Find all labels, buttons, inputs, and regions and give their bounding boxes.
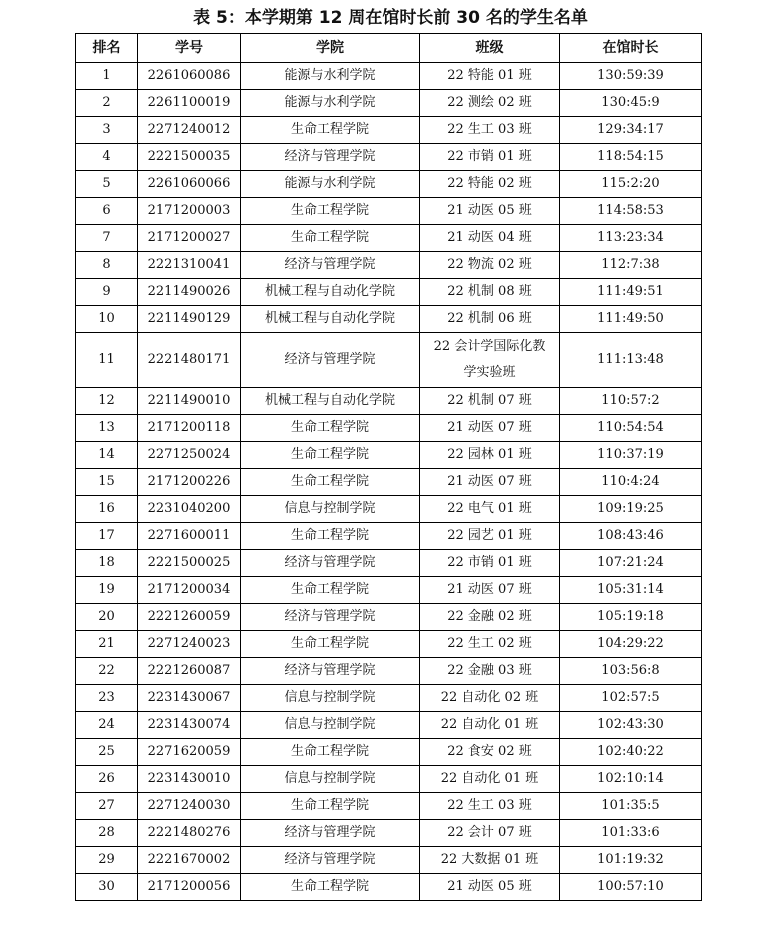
- college-cell: 生命工程学院: [241, 874, 420, 901]
- rank-cell: 26: [76, 766, 138, 793]
- class-cell: 22 机制 08 班: [420, 279, 560, 306]
- rank-cell: 10: [76, 306, 138, 333]
- student-id-cell: 2171200034: [138, 577, 241, 604]
- student-ranking-table: [75, 33, 702, 901]
- class-cell: 22 园艺 01 班: [420, 523, 560, 550]
- class-cell: 21 动医 07 班: [420, 469, 560, 496]
- hours-cell: 103:56:8: [560, 658, 702, 685]
- header-college: 学院: [241, 34, 420, 63]
- header-student-id: 学号: [138, 34, 241, 63]
- table-row: [76, 604, 702, 631]
- hours-cell: 101:19:32: [560, 847, 702, 874]
- hours-cell: 110:54:54: [560, 415, 702, 442]
- student-id-cell: 2231430010: [138, 766, 241, 793]
- student-id-cell: 2271240012: [138, 117, 241, 144]
- rank-cell: 11: [76, 333, 138, 388]
- college-cell: 生命工程学院: [241, 523, 420, 550]
- hours-cell: 110:4:24: [560, 469, 702, 496]
- rank-cell: 16: [76, 496, 138, 523]
- college-cell: 生命工程学院: [241, 577, 420, 604]
- student-id-cell: 2231040200: [138, 496, 241, 523]
- hours-cell: 111:49:50: [560, 306, 702, 333]
- student-id-cell: 2261100019: [138, 90, 241, 117]
- college-cell: 信息与控制学院: [241, 685, 420, 712]
- college-cell: 机械工程与自动化学院: [241, 279, 420, 306]
- rank-cell: 9: [76, 279, 138, 306]
- class-cell: 22 电气 01 班: [420, 496, 560, 523]
- college-cell: 信息与控制学院: [241, 766, 420, 793]
- rank-cell: 24: [76, 712, 138, 739]
- student-id-cell: 2211490026: [138, 279, 241, 306]
- table-row: [76, 496, 702, 523]
- student-id-cell: 2171200056: [138, 874, 241, 901]
- hours-cell: 129:34:17: [560, 117, 702, 144]
- class-cell: [420, 333, 560, 388]
- table-row: [76, 442, 702, 469]
- table-row: [76, 577, 702, 604]
- student-id-cell: 2211490010: [138, 388, 241, 415]
- hours-cell: 101:35:5: [560, 793, 702, 820]
- student-id-cell: 2271240023: [138, 631, 241, 658]
- rank-cell: 30: [76, 874, 138, 901]
- class-cell: 22 大数据 01 班: [420, 847, 560, 874]
- header-row: [76, 34, 702, 63]
- table-row: [76, 469, 702, 496]
- rank-cell: 22: [76, 658, 138, 685]
- college-cell: 生命工程学院: [241, 198, 420, 225]
- student-id-cell: 2271250024: [138, 442, 241, 469]
- table-body: [76, 63, 702, 901]
- college-cell: 经济与管理学院: [241, 604, 420, 631]
- college-cell: 能源与水利学院: [241, 171, 420, 198]
- header-class: 班级: [420, 34, 560, 63]
- hours-cell: 102:43:30: [560, 712, 702, 739]
- class-cell: 22 金融 02 班: [420, 604, 560, 631]
- college-cell: 机械工程与自动化学院: [241, 306, 420, 333]
- table-row: [76, 631, 702, 658]
- college-cell: 生命工程学院: [241, 631, 420, 658]
- header-rank: 排名: [76, 34, 138, 63]
- hours-cell: 108:43:46: [560, 523, 702, 550]
- table-row: [76, 252, 702, 279]
- student-id-cell: 2261060086: [138, 63, 241, 90]
- class-cell: 21 动医 07 班: [420, 415, 560, 442]
- header-hours: 在馆时长: [560, 34, 702, 63]
- rank-cell: 12: [76, 388, 138, 415]
- hours-cell: 118:54:15: [560, 144, 702, 171]
- student-id-cell: 2171200118: [138, 415, 241, 442]
- hours-cell: 111:13:48: [560, 333, 702, 388]
- table-row: [76, 63, 702, 90]
- rank-cell: 4: [76, 144, 138, 171]
- rank-cell: 5: [76, 171, 138, 198]
- class-cell: 22 自动化 02 班: [420, 685, 560, 712]
- rank-cell: 25: [76, 739, 138, 766]
- class-cell: 22 自动化 01 班: [420, 766, 560, 793]
- rank-cell: 8: [76, 252, 138, 279]
- rank-cell: 23: [76, 685, 138, 712]
- student-id-cell: 2271240030: [138, 793, 241, 820]
- class-cell: 21 动医 05 班: [420, 874, 560, 901]
- hours-cell: 105:19:18: [560, 604, 702, 631]
- rank-cell: 28: [76, 820, 138, 847]
- student-id-cell: 2171200226: [138, 469, 241, 496]
- table-row: [76, 225, 702, 252]
- college-cell: 生命工程学院: [241, 415, 420, 442]
- rank-cell: 15: [76, 469, 138, 496]
- hours-cell: 130:59:39: [560, 63, 702, 90]
- college-cell: 经济与管理学院: [241, 144, 420, 171]
- student-id-cell: 2211490129: [138, 306, 241, 333]
- table-row: [76, 198, 702, 225]
- table-row: [76, 739, 702, 766]
- rank-cell: 29: [76, 847, 138, 874]
- college-cell: 机械工程与自动化学院: [241, 388, 420, 415]
- college-cell: 生命工程学院: [241, 739, 420, 766]
- hours-cell: 113:23:34: [560, 225, 702, 252]
- table-row: [76, 144, 702, 171]
- table-row: [76, 333, 702, 388]
- college-cell: 生命工程学院: [241, 469, 420, 496]
- rank-cell: 13: [76, 415, 138, 442]
- rank-cell: 3: [76, 117, 138, 144]
- student-id-cell: 2221670002: [138, 847, 241, 874]
- rank-cell: 2: [76, 90, 138, 117]
- table-row: [76, 550, 702, 577]
- table-row: [76, 415, 702, 442]
- hours-cell: 109:19:25: [560, 496, 702, 523]
- table-row: [76, 90, 702, 117]
- hours-cell: 110:37:19: [560, 442, 702, 469]
- hours-cell: 101:33:6: [560, 820, 702, 847]
- rank-cell: 20: [76, 604, 138, 631]
- class-cell: 22 生工 03 班: [420, 793, 560, 820]
- class-cell: 22 生工 02 班: [420, 631, 560, 658]
- college-cell: 生命工程学院: [241, 793, 420, 820]
- table-row: [76, 712, 702, 739]
- hours-cell: 111:49:51: [560, 279, 702, 306]
- student-id-cell: 2221500035: [138, 144, 241, 171]
- student-id-cell: 2221310041: [138, 252, 241, 279]
- class-cell: 22 机制 07 班: [420, 388, 560, 415]
- class-cell: 22 市销 01 班: [420, 550, 560, 577]
- college-cell: 经济与管理学院: [241, 333, 420, 388]
- college-cell: 信息与控制学院: [241, 496, 420, 523]
- student-id-cell: 2221500025: [138, 550, 241, 577]
- hours-cell: 130:45:9: [560, 90, 702, 117]
- table-row: [76, 847, 702, 874]
- rank-cell: 17: [76, 523, 138, 550]
- student-id-cell: 2221260059: [138, 604, 241, 631]
- class-cell: 21 动医 05 班: [420, 198, 560, 225]
- college-cell: 经济与管理学院: [241, 658, 420, 685]
- table-row: [76, 388, 702, 415]
- class-cell: 21 动医 04 班: [420, 225, 560, 252]
- class-cell: 22 会计 07 班: [420, 820, 560, 847]
- college-cell: 信息与控制学院: [241, 712, 420, 739]
- class-cell: 22 园林 01 班: [420, 442, 560, 469]
- class-cell: 22 物流 02 班: [420, 252, 560, 279]
- college-cell: 能源与水利学院: [241, 90, 420, 117]
- hours-cell: 107:21:24: [560, 550, 702, 577]
- student-id-cell: 2271620059: [138, 739, 241, 766]
- student-id-cell: 2261060066: [138, 171, 241, 198]
- hours-cell: 115:2:20: [560, 171, 702, 198]
- student-id-cell: 2271600011: [138, 523, 241, 550]
- rank-cell: 19: [76, 577, 138, 604]
- class-cell: 22 测绘 02 班: [420, 90, 560, 117]
- rank-cell: 27: [76, 793, 138, 820]
- table-row: [76, 685, 702, 712]
- hours-cell: 112:7:38: [560, 252, 702, 279]
- student-id-cell: 2171200003: [138, 198, 241, 225]
- hours-cell: 104:29:22: [560, 631, 702, 658]
- table-row: [76, 874, 702, 901]
- college-cell: 经济与管理学院: [241, 847, 420, 874]
- class-cell: 21 动医 07 班: [420, 577, 560, 604]
- rank-cell: 14: [76, 442, 138, 469]
- class-cell: 22 机制 06 班: [420, 306, 560, 333]
- hours-cell: 102:40:22: [560, 739, 702, 766]
- college-cell: 经济与管理学院: [241, 550, 420, 577]
- hours-cell: 102:10:14: [560, 766, 702, 793]
- rank-cell: 6: [76, 198, 138, 225]
- college-cell: 经济与管理学院: [241, 252, 420, 279]
- class-cell: 22 生工 03 班: [420, 117, 560, 144]
- table-row: [76, 279, 702, 306]
- hours-cell: 114:58:53: [560, 198, 702, 225]
- student-id-cell: 2231430067: [138, 685, 241, 712]
- college-cell: 生命工程学院: [241, 225, 420, 252]
- table-row: [76, 306, 702, 333]
- college-cell: 生命工程学院: [241, 442, 420, 469]
- class-cell: 22 自动化 01 班: [420, 712, 560, 739]
- table-row: [76, 793, 702, 820]
- table-row: [76, 820, 702, 847]
- class-cell: 22 食安 02 班: [420, 739, 560, 766]
- college-cell: 能源与水利学院: [241, 63, 420, 90]
- student-id-cell: 2171200027: [138, 225, 241, 252]
- table-row: [76, 766, 702, 793]
- hours-cell: 100:57:10: [560, 874, 702, 901]
- class-cell: 22 市销 01 班: [420, 144, 560, 171]
- table-caption: 表 5：本学期第 12 周在馆时长前 30 名的学生名单: [193, 8, 588, 28]
- student-id-cell: 2221260087: [138, 658, 241, 685]
- class-cell: 22 特能 01 班: [420, 63, 560, 90]
- hours-cell: 105:31:14: [560, 577, 702, 604]
- class-cell: 22 特能 02 班: [420, 171, 560, 198]
- student-id-cell: 2221480276: [138, 820, 241, 847]
- class-cell: 22 金融 03 班: [420, 658, 560, 685]
- rank-cell: 21: [76, 631, 138, 658]
- table-row: [76, 658, 702, 685]
- class-cell-text: 22 会计学国际化教学实验班: [433, 339, 546, 380]
- rank-cell: 7: [76, 225, 138, 252]
- college-cell: 生命工程学院: [241, 117, 420, 144]
- table-row: [76, 117, 702, 144]
- table-row: [76, 523, 702, 550]
- hours-cell: 110:57:2: [560, 388, 702, 415]
- student-id-cell: 2221480171: [138, 333, 241, 388]
- rank-cell: 18: [76, 550, 138, 577]
- hours-cell: 102:57:5: [560, 685, 702, 712]
- college-cell: 经济与管理学院: [241, 820, 420, 847]
- student-id-cell: 2231430074: [138, 712, 241, 739]
- rank-cell: 1: [76, 63, 138, 90]
- table-row: [76, 171, 702, 198]
